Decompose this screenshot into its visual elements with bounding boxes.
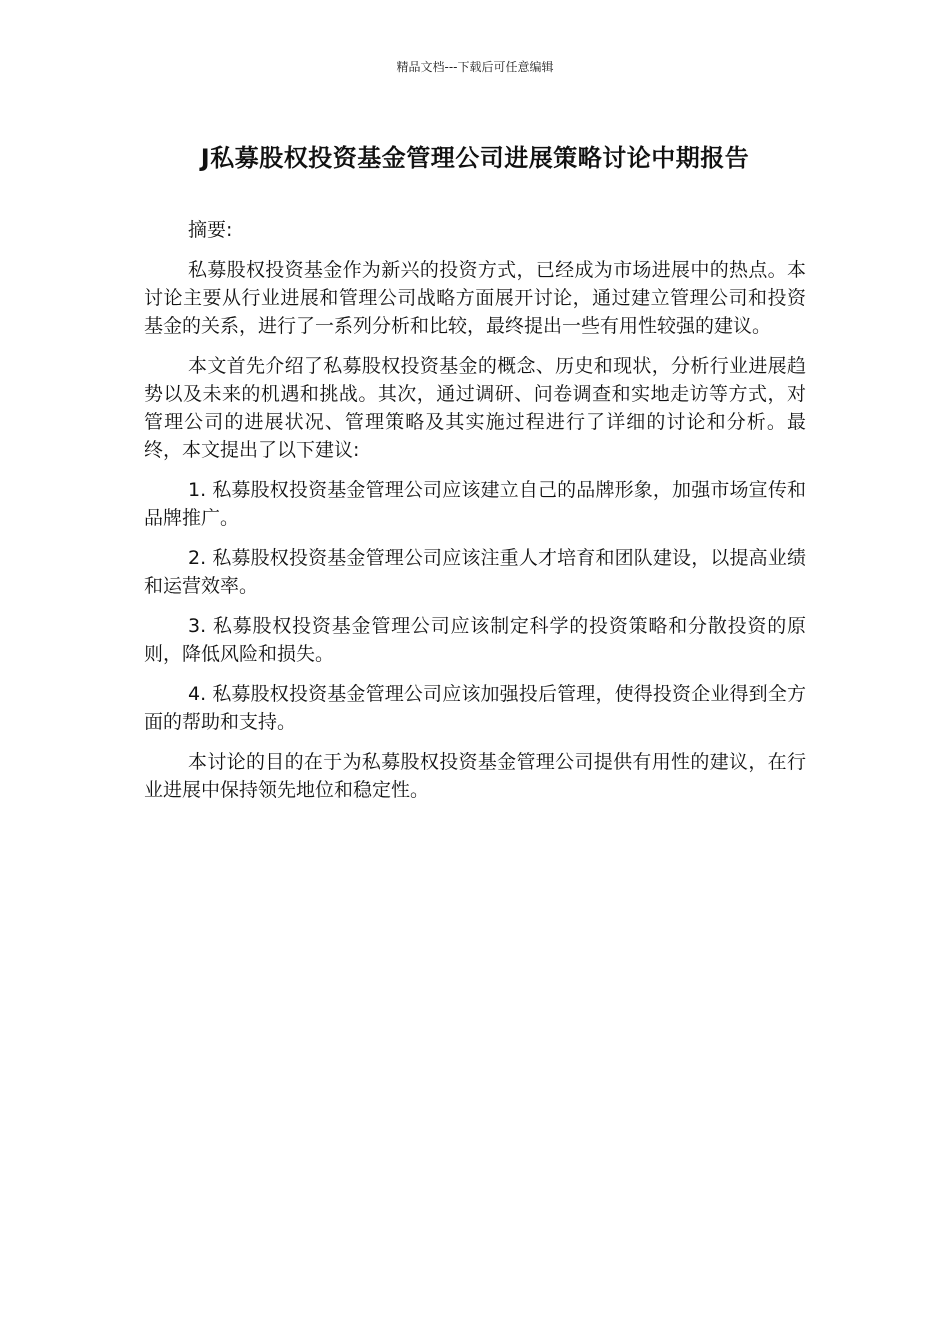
conclusion-paragraph: 本讨论的目的在于为私募股权投资基金管理公司提供有用性的建议，在行业进展中保持领先地位和稳定性。 [144,751,806,801]
recommendation-item-4: 4. 私募股权投资基金管理公司应该加强投后管理，使得投资企业得到全方面的帮助和支持。 [144,683,806,733]
document-title: J私募股权投资基金管理公司进展策略讨论中期报告 [200,144,750,172]
recommendation-item-2: 2. 私募股权投资基金管理公司应该注重人才培育和团队建设，以提高业绩和运营效率。 [144,547,806,597]
header-note: 精品文档---下载后可任意编辑 [396,60,554,74]
recommendation-item-3: 3. 私募股权投资基金管理公司应该制定科学的投资策略和分散投资的原则，降低风险和损失。 [144,615,806,665]
abstract-paragraph: 私募股权投资基金作为新兴的投资方式，已经成为市场进展中的热点。本讨论主要从行业进展和管理公司战略方面展开讨论，通过建立管理公司和投资基金的关系，进行了一系列分析和比较，最终提出一些有用性较强的建议。 [144,259,806,337]
intro-paragraph: 本文首先介绍了私募股权投资基金的概念、历史和现状，分析行业进展趋势以及未来的机遇和挑战。其次，通过调研、问卷调查和实地走访等方式，对管理公司的进展状况、管理策略及其实施过程进行了详细的讨论和分析。最终，本文提出了以下建议: [144,355,806,461]
abstract-label: 摘要: [188,219,233,241]
recommendation-item-1: 1. 私募股权投资基金管理公司应该建立自己的品牌形象，加强市场宣传和品牌推广。 [144,479,806,529]
document-body [144,216,806,816]
